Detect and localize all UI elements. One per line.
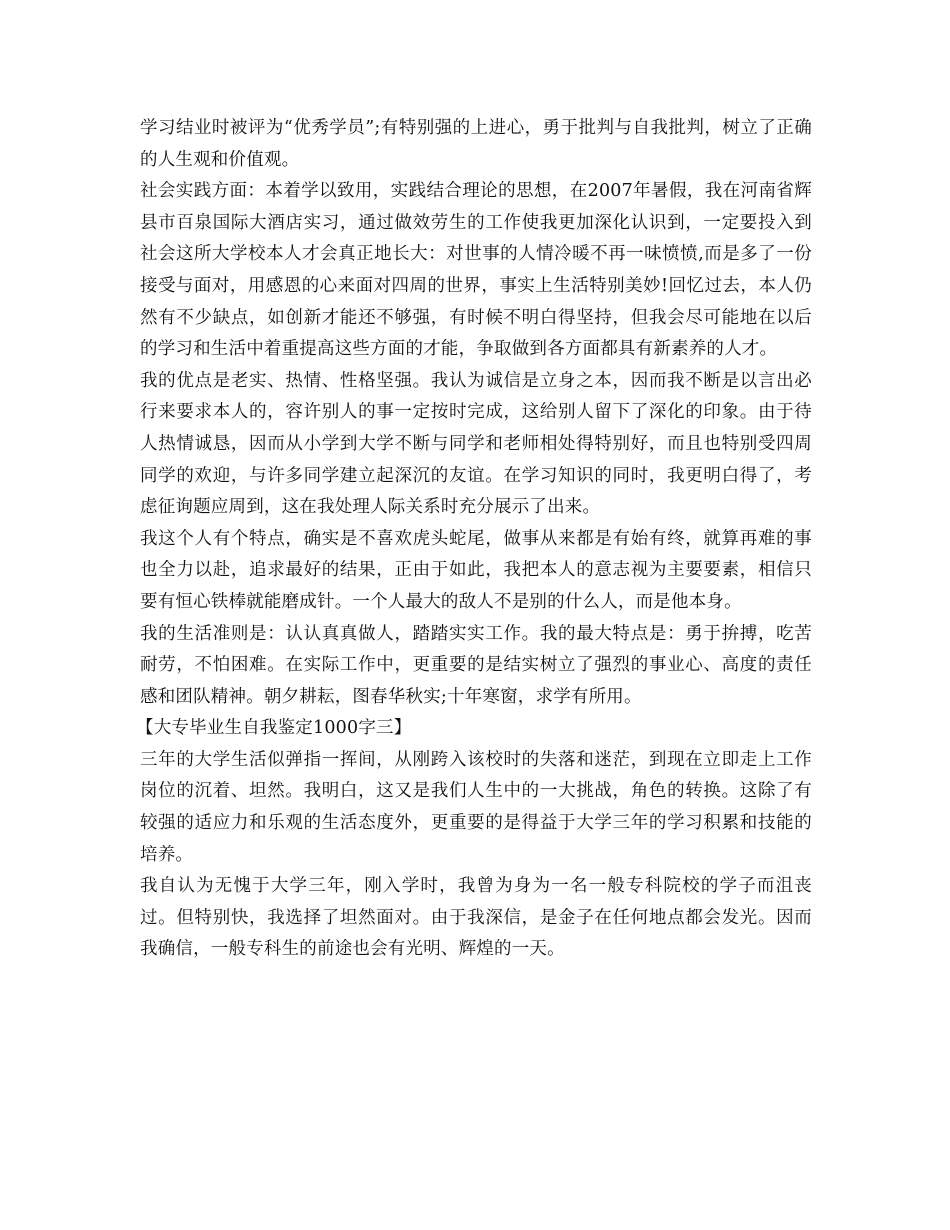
- paragraph-honors: 学习结业时被评为“优秀学员”;有特别强的上进心，勇于批判与自我批判，树立了正确的人生观和价值观。: [140, 118, 812, 170]
- paragraph-social-practice: 社会实践方面：本着学以致用，实践结合理论的思想，在2007年暑假，我在河南省辉县市百泉国际大酒店实习，通过做效劳生的工作使我更加深化认识到，一定要投入到社会这所大学校本人才会真正地长大：对世事的人情冷暖不再一味愤愤,而是多了一份接受与面对，用感恩的心来面对四周的世界，事实上生活特别美妙!回忆过去，本人仍然有不少缺点，如创新才能还不够强，有时候不明白得坚持，但我会尽可能地在以后的学习和生活中着重提高这些方面的才能，争取做到各方面都具有新素养的人才。: [140, 181, 812, 360]
- section-heading: 【大专毕业生自我鉴定1000字三】: [136, 718, 412, 739]
- paragraph-character: 我这个人有个特点，确实是不喜欢虎头蛇尾，做事从来都是有始有终，就算再难的事也全力以赴，追求最好的结果，正由于如此，我把本人的意志视为主要要素，相信只要有恒心铁棒就能磨成针。一个人最大的敌人不是别的什么人，而是他本身。: [140, 528, 812, 612]
- paragraph-life-principles: 我的生活准则是：认认真真做人，踏踏实实工作。我的最大特点是：勇于拚搏，吃苦耐劳，不怕困难。在实际工作中，更重要的是结实树立了强烈的事业心、高度的责任感和团队精神。朝夕耕耘，图春华秋实;十年寒窗，求学有所用。: [140, 623, 812, 707]
- paragraph-self-assessment: 我自认为无愧于大学三年，刚入学时，我曾为身为一名一般专科院校的学子而沮丧过。但特别快，我选择了坦然面对。由于我深信，是金子在任何地点都会发光。因而我确信，一般专科生的前途也会有光明、辉煌的一天。: [140, 876, 812, 960]
- paragraph-strengths: 我的优点是老实、热情、性格坚强。我认为诚信是立身之本，因而我不断是以言出必行来要求本人的，容许别人的事一定按时完成，这给别人留下了深化的印象。由于待人热情诚恳，因而从小学到大学不断与同学和老师相处得特别好，而且也特别受四周同学的欢迎，与许多同学建立起深沉的友谊。在学习知识的同时，我更明白得了，考虑征询题应周到，这在我处理人际关系时充分展示了出来。: [140, 370, 812, 518]
- document-page: [136, 113, 812, 966]
- paragraph-college-life: 三年的大学生活似弹指一挥间，从刚跨入该校时的失落和迷茫，到现在立即走上工作岗位的沉着、坦然。我明白，这又是我们人生中的一大挑战，角色的转换。这除了有较强的适应力和乐观的生活态度外，更重要的是得益于大学三年的学习积累和技能的培养。: [140, 749, 812, 865]
